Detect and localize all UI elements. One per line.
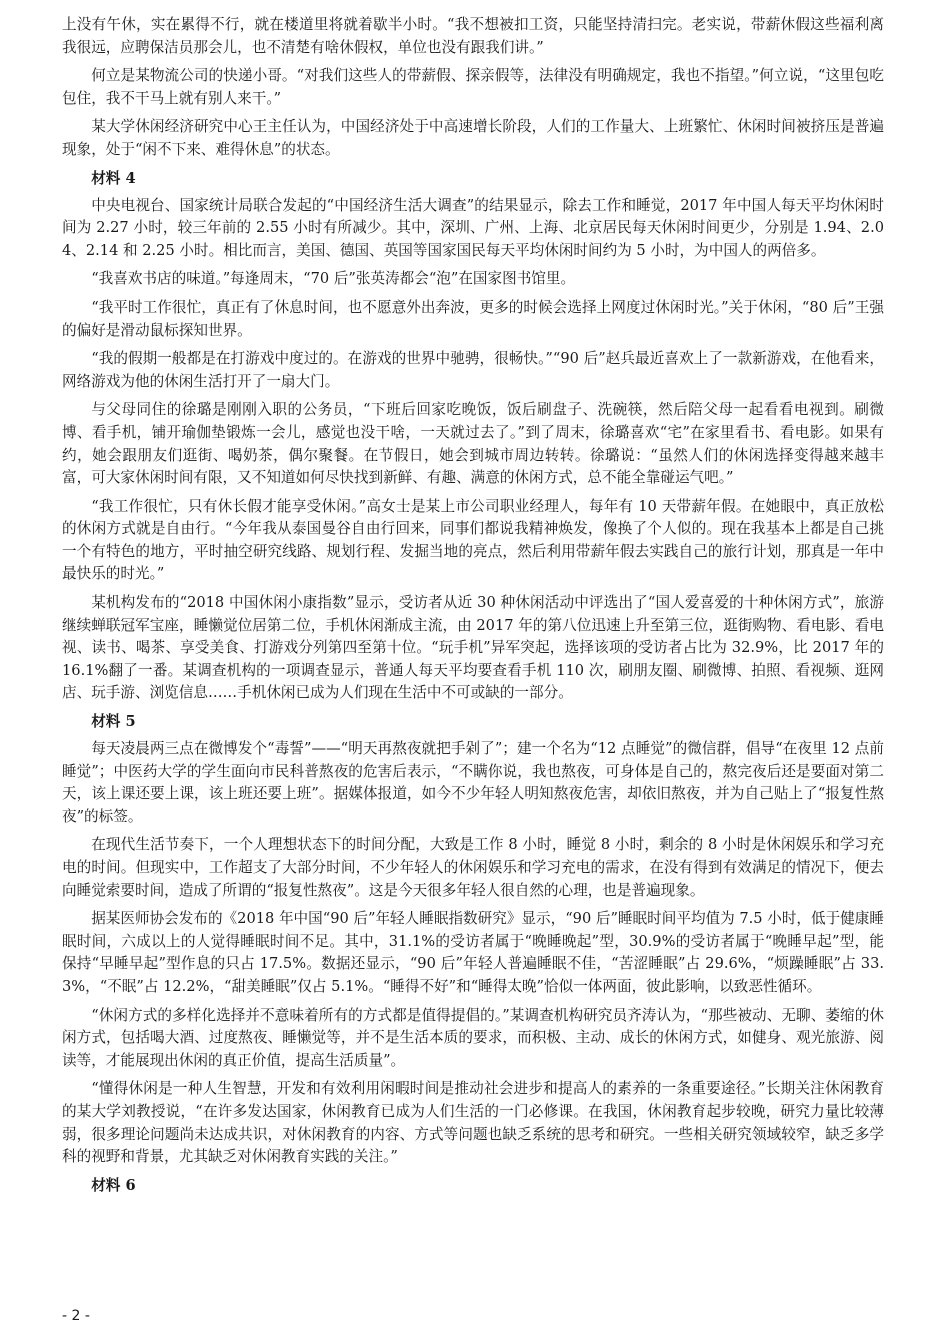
body-paragraph: “我的假期一般都是在打游戏中度过的。在游戏的世界中驰骋，很畅快。”“90 后”赵兵最近喜欢上了一款新游戏，在他看来，网络游戏为他的休闲生活打开了一扇大门。	[62, 350, 884, 390]
body-paragraph: 某机构发布的“2018 中国休闲小康指数”显示，受访者从近 30 种休闲活动中评选出了“国人爱喜爱的十种休闲方式”，旅游继续蝉联冠军宝座，睡懒觉位居第二位，手机休闲渐成主流，由 2017 年的第八位迅速上升至第三位，逛街购物、看电影、看电视、读书、喝茶、享受美食、打游戏分列第四至第十位。“玩手机”异军突起，选择该项的受访者占比为 32.9%，比 2017 年的 16.1%翻了一番。某调查机构的一项调查显示，普通人每天平均要查看手机 110 次，刷朋友圈、刷微博、拍照、看视频、逛网店、玩手游、浏览信息……手机休闲已成为人们现在生活中不可或缺的一部分。	[62, 594, 884, 702]
section-heading-material-5: 材料 5	[91, 713, 136, 731]
body-paragraph: “懂得休闲是一种人生智慧，开发和有效利用闲暇时间是推动社会进步和提高人的素养的一条重要途径。”长期关注休闲教育的某大学刘教授说，“在许多发达国家，休闲教育已成为人们生活的一门必修课。在我国，休闲教育起步较晚，研究力量比较薄弱，很多理论问题尚未达成共识，对休闲教育的内容、方式等问题也缺乏系统的思考和研究。一些相关研究领域较窄，缺乏多学科的视野和背景，尤其缺乏对休闲教育实践的关注。”	[62, 1080, 884, 1166]
body-paragraph: 中央电视台、国家统计局联合发起的“中国经济生活大调查”的结果显示，除去工作和睡觉，2017 年中国人每天平均休闲时间为 2.27 小时，较三年前的 2.55 小时有所减少。其中，深圳、广州、上海、北京居民每天休闲时间更少，分别是 1.94、2.04、2.14 和 2.25 小时。相比而言，美国、德国、英国等国家国民每天平均休闲时间约为 5 小时，为中国人的两倍多。	[62, 196, 884, 259]
section-heading-material-6: 材料 6	[91, 1176, 136, 1194]
body-paragraph: “我喜欢书店的味道。”每逢周末，“70 后”张英涛都会“泡”在国家图书馆里。	[91, 270, 576, 288]
body-paragraph: “我平时工作很忙，真正有了休息时间，也不愿意外出奔波，更多的时候会选择上网度过休闲时光。”关于休闲，“80 后”王强的偏好是滑动鼠标探知世界。	[62, 298, 884, 339]
section-heading-material-4: 材料 4	[91, 169, 136, 187]
body-paragraph: “我工作很忙，只有休长假才能享受休闲。”高女士是某上市公司职业经理人，每年有 10 天带薪年假。在她眼中，真正放松的休闲方式就是自由行。“今年我从泰国曼谷自由行回来，同事们都说我精神焕发，像换了个人似的。现在我基本上都是自己挑一个有特色的地方，平时抽空研究线路、规划行程、发掘当地的亮点，然后利用带薪年假去实践自己的旅行计划，那真是一年中最快乐的时光。”	[62, 497, 884, 583]
body-paragraph: “休闲方式的多样化选择并不意味着所有的方式都是值得提倡的。”某调查机构研究员齐涛认为，“那些被动、无聊、萎缩的休闲方式，包括喝大酒、过度熬夜、睡懒觉等，并不是生活本质的要求，而积极、主动、成长的休闲方式，如健身、观光旅游、阅读等，才能展现出休闲的真正价值，提高生活质量”。	[62, 1006, 884, 1069]
page-number: - 2 -	[62, 1308, 90, 1324]
body-paragraph: 何立是某物流公司的快递小哥。“对我们这些人的带薪假、探亲假等，法律没有明确规定，我也不指望。”何立说，“这里包吃包住，我不干马上就有别人来干。”	[62, 67, 884, 107]
document-page	[62, 14, 884, 1202]
body-paragraph: 在现代生活节奏下，一个人理想状态下的时间分配，大致是工作 8 小时，睡觉 8 小时，剩余的 8 小时是休闲娱乐和学习充电的时间。但现实中，工作超支了大部分时间，不少年轻人的休闲娱乐和学习充电的需求，在没有得到有效满足的情况下，便去向睡觉索要时间，造成了所谓的“报复性熬夜”。这是今天很多年轻人很自然的心理，也是普遍现象。	[62, 836, 884, 899]
body-paragraph: 上没有午休，实在累得不行，就在楼道里将就着歇半小时。“我不想被扣工资，只能坚持清扫完。老实说，带薪休假这些福利离我很远，应聘保洁员那会儿，也不清楚有啥休假权，单位也没有跟我们讲。”	[62, 16, 884, 56]
body-paragraph: 据某医师协会发布的《2018 年中国“90 后”年轻人睡眠指数研究》显示，“90 后”睡眠时间平均值为 7.5 小时，低于健康睡眠时间，六成以上的人觉得睡眠时间不足。其中，31.1%的受访者属于“晚睡晚起”型，30.9%的受访者属于“晚睡早起”型，能保持“早睡早起”型作息的只占 17.5%。数据还显示，“90 后”年轻人普遍睡眠不佳，“苦涩睡眠”占 29.6%，“烦躁睡眠”占 33.3%，“不眠”占 12.2%，“甜美睡眠”仅占 5.1%。“睡得不好”和“睡得太晚”恰似一体两面，彼此影响，以致恶性循环。	[62, 910, 884, 995]
body-paragraph: 某大学休闲经济研究中心王主任认为，中国经济处于中高速增长阶段，人们的工作量大、上班繁忙、休闲时间被挤压是普遍现象，处于“闲不下来、难得休息”的状态。	[62, 118, 884, 158]
body-paragraph: 每天凌晨两三点在微博发个“毒誓”——“明天再熬夜就把手剁了”；建一个名为“12 点睡觉”的微信群，倡导“在夜里 12 点前睡觉”；中医药大学的学生面向市民科普熬夜的危害后表示，“不瞒你说，我也熬夜，可身体是自己的，熬完夜后还是要面对第二天，该上课还要上课，该上班还要上班”。据媒体报道，如今不少年轻人明知熬夜危害，却依旧熬夜，并为自己贴上了“报复性熬夜”的标签。	[62, 740, 884, 825]
body-paragraph: 与父母同住的徐璐是刚刚入职的公务员，“下班后回家吃晚饭，饭后刷盘子、洗碗筷，然后陪父母一起看看电视到。刷微博、看手机，铺开瑜伽垫锻炼一会儿，感觉也没干啥，一天就过去了。”到了周末，徐璐喜欢“宅”在家里看书、看电影。如果有约，她会跟朋友们逛街、喝奶茶，偶尔聚餐。在节假日，她会到城市周边转转。徐璐说：“虽然人们的休闲选择变得越来越丰富，可大家休闲时间有限，又不知道如何尽快找到新鲜、有趣、满意的休闲方式，总不能全靠碰运气吧。”	[62, 401, 884, 487]
